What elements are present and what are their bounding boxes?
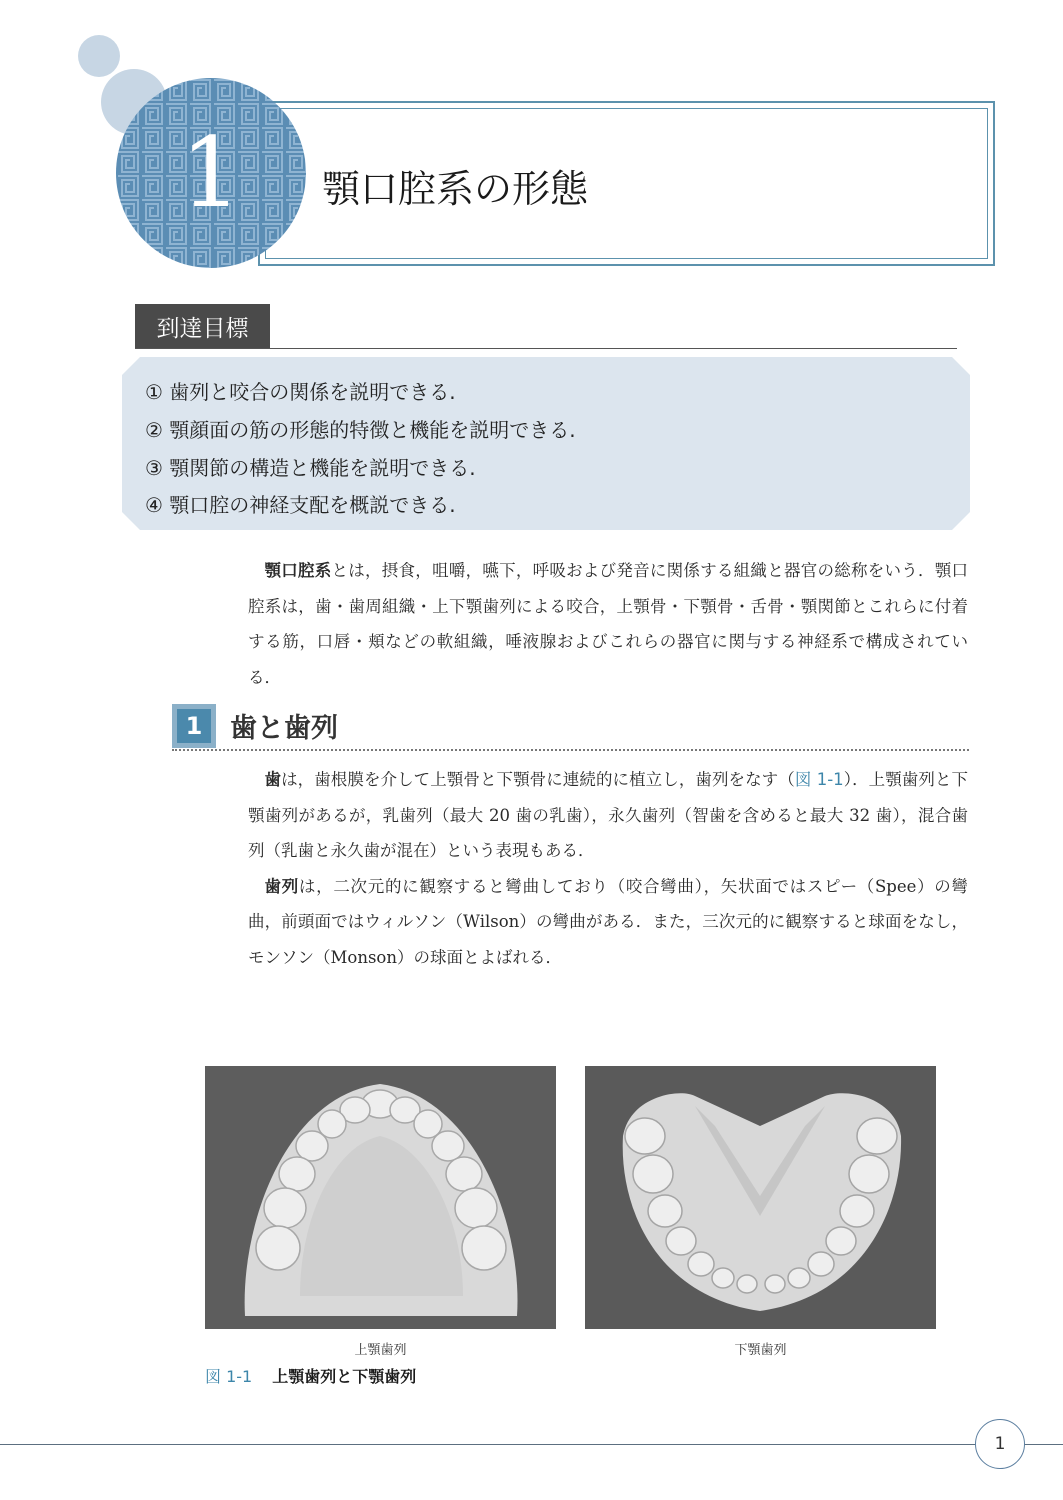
paragraph-text: ）．上顎歯列と下顎歯列があるが，乳歯列（最大 20 歯の乳歯），永久歯列（智歯を含めると最大 32 歯），混合歯列（乳歯と永久歯が混在）という表現もある． <box>248 770 969 860</box>
section-number: 1 <box>177 709 211 743</box>
figure-title: 上顎歯列と下顎歯列 <box>272 1367 417 1386</box>
chapter-title: 顎口腔系の形態 <box>322 167 589 211</box>
paragraph-text: は，歯根膜を介して上顎骨と下顎骨に連続的に植立し，歯列をなす（ <box>281 770 795 789</box>
page-number: 1 <box>975 1419 1025 1469</box>
figure-number: 図 1-1 <box>205 1367 253 1386</box>
figure-reference-link[interactable]: 図 1-1 <box>794 770 844 789</box>
section-paragraph-2 <box>248 869 968 976</box>
section-title: 歯と歯列 <box>230 713 338 744</box>
footer-rule <box>0 1444 1063 1445</box>
term-tooth: 歯 <box>264 770 282 789</box>
intro-term: 顎口腔系 <box>264 561 332 580</box>
term-dentition: 歯列 <box>264 876 299 896</box>
figure-caption-left: 上顎歯列 <box>354 1343 407 1358</box>
paragraph-text: は，二次元的に観察すると彎曲しており（咬合彎曲），矢状面ではスピー（Spee）の彎曲，前頭面ではウィルソン（Wilson）の彎曲がある．また，三次元的に観察すると球面をなし，モンソン（Monson）の球面とよばれる． <box>248 876 968 967</box>
goal-item: ③ 顎関節の構造と機能を説明できる. <box>145 456 476 480</box>
goal-item: ① 歯列と咬合の関係を説明できる. <box>145 380 456 404</box>
section-body <box>248 762 968 975</box>
maxillary-dentition-photo <box>205 1066 556 1329</box>
mandibular-dentition-photo <box>585 1066 936 1329</box>
intro-paragraph <box>248 553 968 695</box>
section-paragraph-1 <box>248 762 968 869</box>
goals-heading: 到達目標 <box>135 304 270 348</box>
section-dotted-rule <box>172 749 969 751</box>
figure-label <box>205 1364 416 1387</box>
goals-divider <box>135 348 957 349</box>
goal-item: ④ 顎口腔の神経支配を概説できる. <box>145 493 456 517</box>
figure-caption-right: 下顎歯列 <box>734 1343 787 1358</box>
goal-item: ② 顎顔面の筋の形態的特徴と機能を説明できる. <box>145 418 576 442</box>
chapter-number: 1 <box>180 117 242 229</box>
intro-text: とは，摂食，咀嚼，嚥下，呼吸および発音に関係する組織と器官の総称をいう．顎口腔系は，歯・歯周組織・上下顎歯列による咬合，上顎骨・下顎骨・舌骨・顎関節とこれらに付着する筋，口唇・頬などの軟組織，唾液腺およびこれらの器官に関与する神経系で構成されている． <box>248 561 969 687</box>
decor-bubble-small <box>78 35 120 77</box>
